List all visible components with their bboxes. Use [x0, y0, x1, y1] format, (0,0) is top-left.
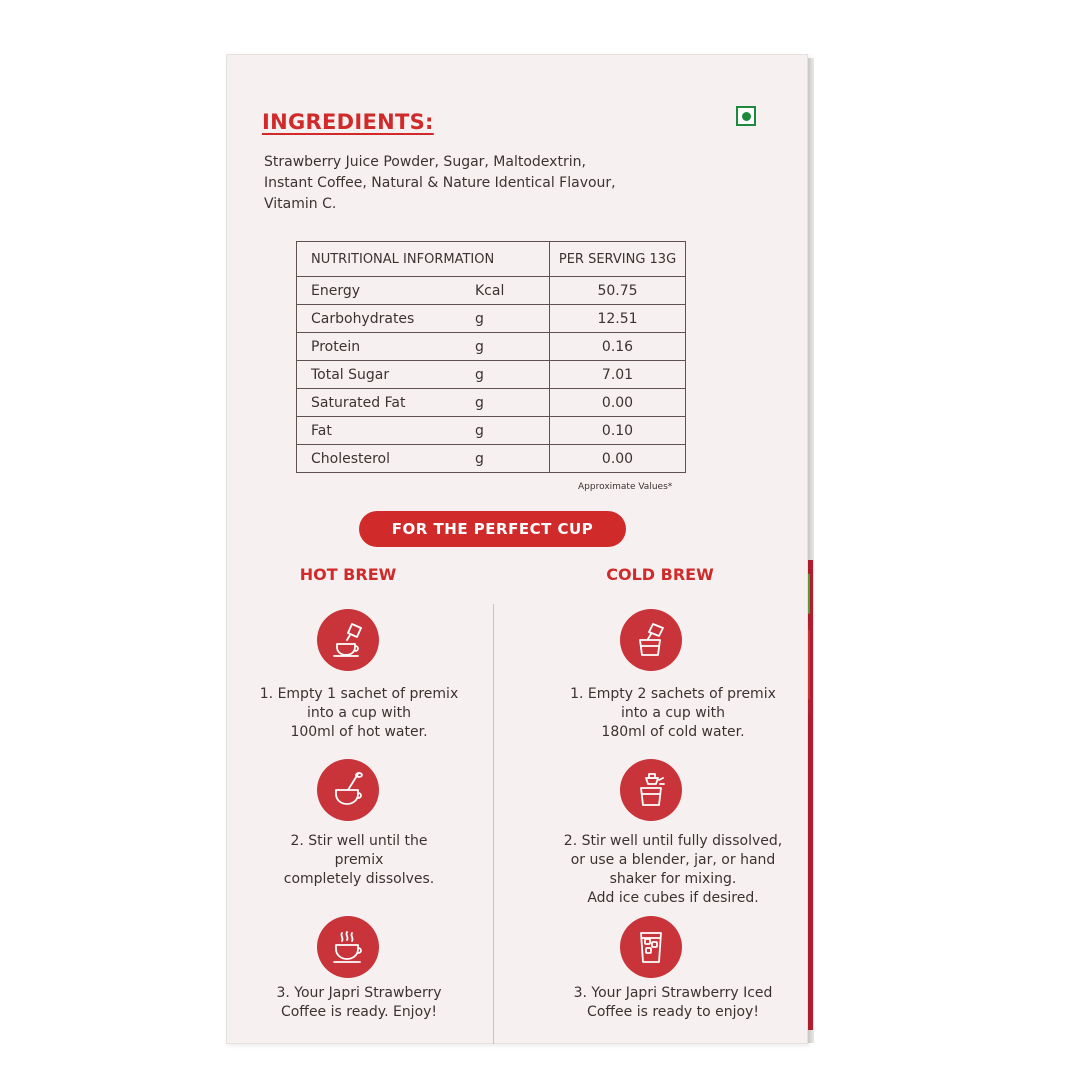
step-line: 180ml of cold water. — [601, 724, 745, 740]
hot-brew-step-2 — [234, 832, 484, 889]
nutrient-unit: g — [475, 366, 484, 383]
table-row — [297, 333, 686, 361]
step-line: Coffee is ready. Enjoy! — [280, 1004, 438, 1020]
step-line: 3. Your Japri Strawberry — [276, 985, 442, 1001]
product-box-back — [226, 54, 808, 1044]
nutrient-value: 0.10 — [550, 417, 686, 445]
table-row — [297, 417, 686, 445]
ingredients-list — [264, 152, 764, 215]
iced-glass-icon — [620, 916, 682, 978]
step-line: 100ml of hot water. — [290, 724, 428, 740]
nutrient-value: 0.00 — [550, 445, 686, 473]
nutrient-name: Saturated Fat — [311, 394, 406, 411]
table-row — [297, 277, 686, 305]
table-row — [297, 389, 686, 417]
nutrient-value: 12.51 — [550, 305, 686, 333]
nutrition-header-serving: PER SERVING 13G — [550, 242, 686, 277]
nutrient-unit: g — [475, 422, 484, 439]
ingredients-title: INGREDIENTS: — [262, 110, 434, 134]
step-line: Add ice cubes if desired. — [587, 890, 759, 906]
step-line: premix — [334, 852, 384, 868]
nutrient-name: Energy — [311, 282, 361, 299]
nutrient-unit: g — [475, 450, 484, 467]
nutrition-header-label: NUTRITIONAL INFORMATION — [297, 242, 550, 277]
column-divider — [493, 604, 494, 1044]
cold-brew-title: COLD BREW — [606, 565, 714, 584]
step-line: completely dissolves. — [283, 871, 435, 887]
step-line: 3. Your Japri Strawberry Iced — [573, 985, 773, 1001]
nutrient-unit: Kcal — [475, 282, 505, 299]
nutrient-value: 7.01 — [550, 361, 686, 389]
shaker-glass-icon — [620, 759, 682, 821]
nutrition-table — [296, 241, 686, 473]
table-row — [297, 445, 686, 473]
step-line: 1. Empty 2 sachets of premix — [570, 686, 776, 702]
ingredients-line: Vitamin C. — [264, 196, 337, 212]
nutrient-name: Cholesterol — [311, 450, 391, 467]
nutrient-value: 0.00 — [550, 389, 686, 417]
step-line: 2. Stir well until fully dissolved, — [563, 833, 783, 849]
step-line: into a cup with — [307, 705, 411, 721]
stir-cup-icon — [317, 759, 379, 821]
cold-brew-step-1 — [548, 685, 798, 742]
perfect-cup-banner: FOR THE PERFECT CUP — [359, 511, 626, 547]
approximate-values-note: Approximate Values* — [578, 482, 673, 492]
step-line: or use a blender, jar, or hand — [570, 852, 776, 868]
ingredients-line: Strawberry Juice Powder, Sugar, Maltodextrin, — [264, 154, 586, 170]
table-row — [297, 361, 686, 389]
nutrient-name: Total Sugar — [311, 366, 390, 383]
nutrition-header-row — [297, 242, 686, 277]
nutrient-name: Carbohydrates — [311, 310, 415, 327]
hot-brew-step-3 — [234, 984, 484, 1022]
veg-symbol — [736, 106, 756, 126]
step-line: into a cup with — [621, 705, 725, 721]
nutrient-value: 50.75 — [550, 277, 686, 305]
sachet-pour-glass-icon — [620, 609, 682, 671]
step-line: Coffee is ready to enjoy! — [587, 1004, 759, 1020]
step-line: 2. Stir well until the — [290, 833, 428, 849]
nutrient-unit: g — [475, 338, 484, 355]
nutrient-name: Protein — [311, 338, 361, 355]
nutrient-unit: g — [475, 394, 484, 411]
nutrient-name: Fat — [311, 422, 332, 439]
ingredients-line: Instant Coffee, Natural & Nature Identical Flavour, — [264, 175, 616, 191]
table-row — [297, 305, 686, 333]
hot-brew-title: HOT BREW — [299, 565, 397, 584]
sachet-pour-cup-icon — [317, 609, 379, 671]
hot-brew-step-1 — [234, 685, 484, 742]
step-line: shaker for mixing. — [609, 871, 737, 887]
cold-brew-step-3 — [548, 984, 798, 1022]
cold-brew-step-2 — [548, 832, 798, 908]
nutrient-unit: g — [475, 310, 484, 327]
step-line: 1. Empty 1 sachet of premix — [259, 686, 459, 702]
nutrient-value: 0.16 — [550, 333, 686, 361]
steaming-cup-icon — [317, 916, 379, 978]
